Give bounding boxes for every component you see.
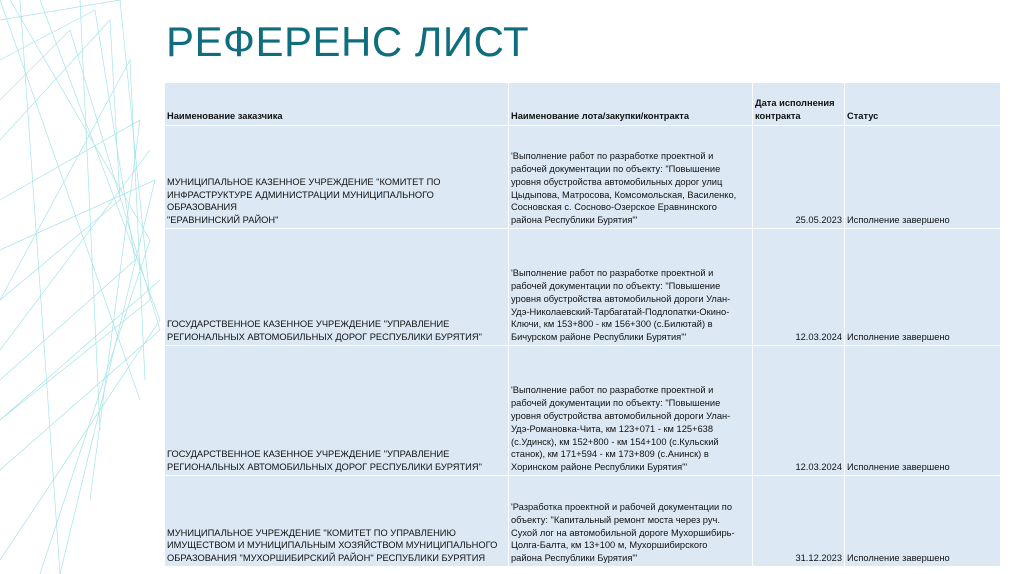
- lot-cell: 'Выполнение работ по разработке проектной и рабочей документации по объекту: "Повышение уровня обустройства автомобильной дороги Улан- Удэ-Николаевский-Тарбагатай-Подлопатки-Окино- Ключи, км 153+800 - км 156+300 (с.Билютай) в Бичурском районе Республики Бурятия"': [509, 229, 753, 346]
- header-customer: Наименование заказчика: [165, 83, 509, 126]
- customer-cell: ГОСУДАРСТВЕННОЕ КАЗЕННОЕ УЧРЕЖДЕНИЕ "УПРАВЛЕНИЕ РЕГИОНАЛЬНЫХ АВТОМОБИЛЬНЫХ ДОРОГ РЕСПУБЛИКИ БУРЯТИЯ": [165, 346, 509, 476]
- page-title: РЕФЕРЕНС ЛИСТ: [166, 18, 530, 65]
- customer-cell: МУНИЦИПАЛЬНОЕ УЧРЕЖДЕНИЕ "КОМИТЕТ ПО УПРАВЛЕНИЮ ИМУЩЕСТВОМ И МУНИЦИПАЛЬНЫМ ХОЗЯЙСТВОМ МУНИЦИПАЛЬНОГО ОБРАЗОВАНИЯ "МУХОРШИБИРСКИЙ РАЙОН" РЕСПУБЛИКИ БУРЯТИЯ: [165, 476, 509, 567]
- customer-cell: МУНИЦИПАЛЬНОЕ КАЗЕННОЕ УЧРЕЖДЕНИЕ "КОМИТЕТ ПО ИНФРАСТРУКТУРЕ АДМИНИСТРАЦИИ МУНИЦИПАЛЬНОГО ОБРАЗОВАНИЯ "ЕРАВНИНСКИЙ РАЙОН": [165, 126, 509, 229]
- date-cell: 25.05.2023: [753, 126, 845, 229]
- lot-cell: 'Выполнение работ по разработке проектной и рабочей документации по объекту: "Повышение уровня обустройства автомобильной дороги Улан- Удэ-Романовка-Чита, км 123+071 - км 125+638 (с.Удинск), км 152+800 - км 154+100 (с.Кульский станок), км 171+594 - км 173+809 (с.Анинск) в Хоринском районе Республики Бурятия"': [509, 346, 753, 476]
- status-cell: Исполнение завершено: [845, 476, 1001, 567]
- table-header-row: [165, 83, 1001, 126]
- table-row: [165, 476, 1001, 567]
- date-cell: 12.03.2024: [753, 346, 845, 476]
- table-row: [165, 229, 1001, 346]
- date-cell: 12.03.2024: [753, 229, 845, 346]
- header-date: Дата исполнения контракта: [753, 83, 845, 126]
- lot-cell: 'Разработка проектной и рабочей документации по объекту: "Капитальный ремонт моста через руч. Сухой лог на автомобильной дороге Мухоршибирь- Цолга-Балта, км 13+100 м, Мухоршибирского района Республики Бурятия"': [509, 476, 753, 567]
- header-status: Статус: [845, 83, 1001, 126]
- header-lot: Наименование лота/закупки/контракта: [509, 83, 753, 126]
- status-cell: Исполнение завершено: [845, 229, 1001, 346]
- customer-cell: ГОСУДАРСТВЕННОЕ КАЗЕННОЕ УЧРЕЖДЕНИЕ "УПРАВЛЕНИЕ РЕГИОНАЛЬНЫХ АВТОМОБИЛЬНЫХ ДОРОГ РЕСПУБЛИКИ БУРЯТИЯ": [165, 229, 509, 346]
- date-cell: 31.12.2023: [753, 476, 845, 567]
- reference-table: [164, 82, 1001, 567]
- status-cell: Исполнение завершено: [845, 126, 1001, 229]
- decorative-wireframe-graphic: [0, 0, 170, 574]
- table-row: [165, 346, 1001, 476]
- status-cell: Исполнение завершено: [845, 346, 1001, 476]
- lot-cell: 'Выполнение работ по разработке проектной и рабочей документации по объекту: "Повышение уровня обустройства автомобильных дорог улиц Цыдыпова, Матросова, Комсомольская, Василенко, Сосновская с. Сосново-Озерское Еравнинского района Республики Бурятия"': [509, 126, 753, 229]
- table-row: [165, 126, 1001, 229]
